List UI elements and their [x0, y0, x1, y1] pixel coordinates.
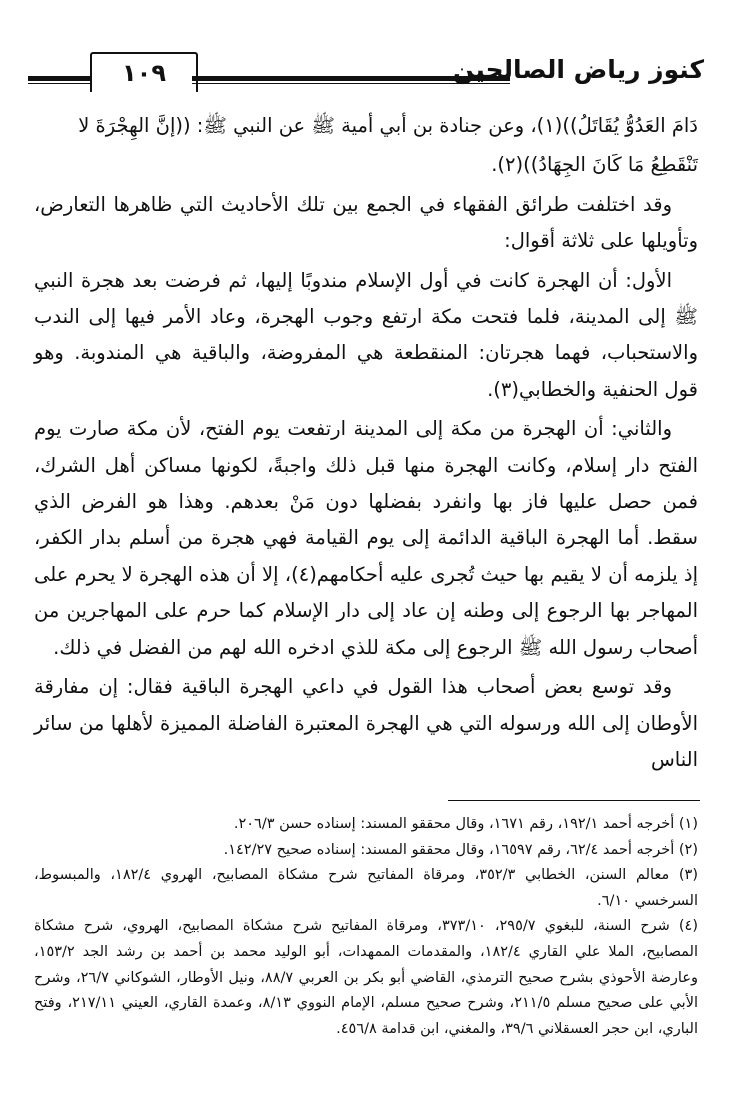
- book-title: كنوز رياض الصالحين: [452, 55, 704, 84]
- page-number: ١٠٩: [90, 52, 198, 92]
- paragraph-first-opinion: الأول: أن الهجرة كانت في أول الإسلام مندوبًا إليها، ثم فرضت بعد هجرة النبي ﷺ إلى المدينة، فلما فتحت مكة ارتفع وجوب الهجرة، وعاد الأمر فيها إلى الندب والاستحباب، فهما هجرتان: المنقطعة هي المفروضة، والباقية هي المندوبة. وهو قول الحنفية والخطابي(٣).: [34, 268, 698, 401]
- page-header: [28, 52, 704, 92]
- footnote-2: (٢) أخرجه أحمد ٦٢/٤، رقم ١٦٥٩٧، وقال محققو المسند: إسناده صحيح ١٤٢/٢٧.: [223, 841, 698, 858]
- header-rule: [28, 76, 92, 81]
- paragraph-expansion: وقد توسع بعض أصحاب هذا القول في داعي الهجرة الباقية فقال: إن مفارقة الأوطان إلى الله ورسوله التي هي الهجرة المعتبرة الفاضلة المميزة لأهلها من سائر الناس: [34, 675, 698, 771]
- header-rule-thin: [28, 83, 92, 84]
- paragraph-hadith-line2: تَنْقَطِعُ مَا كَانَ الجِهَادُ))(٢).: [491, 153, 698, 177]
- footnote-separator: [448, 800, 700, 801]
- footnote-4: (٤) شرح السنة، للبغوي ٢٩٥/٧، ٣٧٣/١٠، ومرقاة المفاتيح شرح مشكاة المصابيح، الهروي، شرح مشكاة المصابيح، الملا علي القاري ١٨٢/٤، والمقدمات الممهدات، أبو الوليد محمد بن أحمد بن رشد الجد ١٥٣/٢، وعارضة الأحوذي بشرح صحيح الترمذي، القاضي أبو بكر بن العربي ٨٨/٧، ونيل الأوطار، الشوكاني ٢٦/٧، وشرح الأبي على صحيح مسلم ٢١١/٥، وشرح صحيح مسلم، الإمام النووي ٨/١٣، وعمدة القاري، العيني ٢١٧/١١، وفتح الباري، ابن حجر العسقلاني ٣٩/٦، والمغني، ابن قدامة ٤٥٦/٨.: [34, 918, 698, 1037]
- footnote-1: (١) أخرجه أحمد ١٩٢/١، رقم ١٦٧١، وقال محققو المسند: إسناده حسن ٢٠٦/٣.: [233, 816, 698, 832]
- paragraph-second-opinion: والثاني: أن الهجرة من مكة إلى المدينة ارتفعت يوم الفتح، لأن مكة صارت يوم الفتح دار إسلام، وكانت الهجرة منها قبل ذلك واجبةً، لكونها مساكن أهل الشرك، فمن حصل عليها فاز بها وانفرد بفضلها دون مَنْ بعدهم. وهذا هو الفرض الذي سقط. أما الهجرة الباقية الدائمة إلى يوم القيامة فهي هجرة من أسلم بدار الكفر، إذ يلزمه أن لا يقيم بها حيث تُجرى عليه أحكامهم(٤)، إلا أن هذه الهجرة لا يحرم على المهاجر بها الرجوع إلى وطنه إن عاد إلى دار الإسلام كما حرم على المهاجرين من أصحاب رسول الله ﷺ الرجوع إلى مكة للذي ادخره الله لهم من الفضل في ذلك.: [34, 417, 698, 659]
- footnote-3: (٣) معالم السنن، الخطابي ٣٥٢/٣، ومرقاة المفاتيح شرح مشكاة المصابيح، الهروي ١٨٢/٤، والمبسوط، السرخسي ٦/١٠.: [34, 867, 698, 909]
- paragraph-hadith-line1: دَامَ العَدُوُّ يُقَاتَلُ))(١)، وعن جنادة بن أبي أمية ﷺ عن النبي ﷺ: ((إنَّ الهِجْرَةَ لا: [78, 114, 698, 137]
- paragraph-intro: وقد اختلفت طرائق الفقهاء في الجمع بين تلك الأحاديث التي ظاهرها التعارض، وتأويلها على ثلاثة أقوال:: [34, 192, 698, 253]
- footnotes: [34, 812, 698, 1042]
- main-text: [34, 108, 698, 781]
